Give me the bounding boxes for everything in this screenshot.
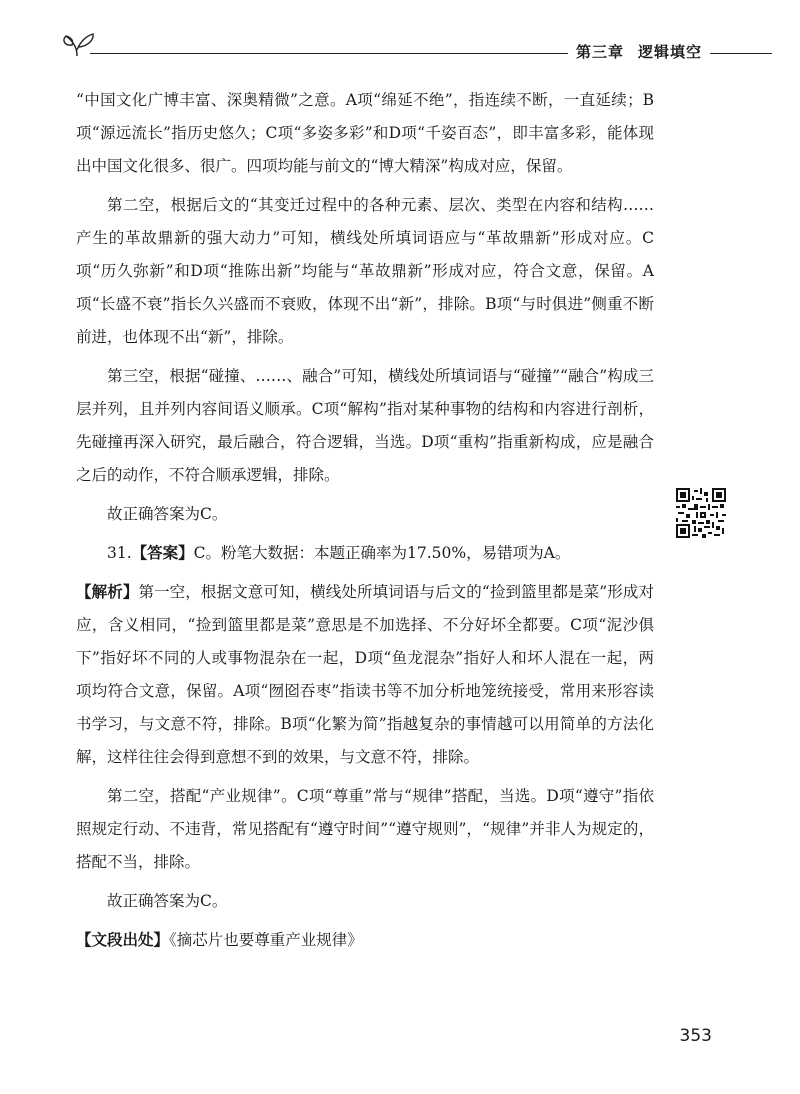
paragraph-conclusion: 故正确答案为C。 [107,505,228,523]
q31-analysis [76,576,654,774]
answer-tag: 【答案】 [131,544,194,562]
q31-conclusion: 故正确答案为C。 [107,892,228,910]
chapter-number: 第三章 [575,43,624,61]
chapter-title: 逻辑填空 [637,43,702,61]
q31-source [76,924,654,957]
paragraph-third-blank: 第三空，根据“碰撞、……、融合”可知，横线处所填词语与“碰撞”“融合”构成三层并列，且并列内容间语义顺承。C项“解构”指对某种事物的结构和内容进行剖析，先碰撞再深入研究，最后融合，符合逻辑，当选。D项“重构”指重新构成，应是融合之后的动作，不符合顺承逻辑，排除。 [76,367,654,484]
source-tag: 【文段出处】 [76,931,170,949]
paragraph-continuation: “中国文化广博丰富、深奥精微”之意。A项“绵延不绝”，指连续不断，一直延续；B项“源远流长”指历史悠久；C项“多姿多彩”和D项“千姿百态”，即丰富多彩，能体现出中国文化很多、很广。四项均能与前文的“博大精深”构成对应，保留。 [76,91,654,175]
answer-text: C。粉笔大数据：本题正确率为17.50%，易错项为A。 [193,544,571,562]
analysis-text: 第一空，根据文意可知，横线处所填词语与后文的“捡到篮里都是菜”形成对应，含义相同，“捡到篮里都是菜”意思是不加选择、不分好坏全都要。C项“泥沙俱下”指好坏不同的人或事物混杂在一起，D项“鱼龙混杂”指好人和坏人混在一起，两项均符合文意，保留。A项“囫囵吞枣”指读书等不加分析地笼统接受，常用来形容读书学习，与文意不符，排除。B项“化繁为简”指越复杂的事情越可以用简单的方法化解，这样往往会得到意想不到的效果，与文意不符，排除。 [76,583,654,766]
page-number: 353 [679,1026,712,1046]
q31-number: 31. [107,544,132,562]
analysis-tag: 【解析】 [76,583,139,601]
page-content [76,84,654,963]
qr-code-icon[interactable] [676,488,726,538]
page-header [60,28,772,68]
paragraph-second-blank: 第二空，根据后文的“其变迁过程中的各种元素、层次、类型在内容和结构……产生的革故鼎新的强大动力”可知，横线处所填词语应与“革故鼎新”形成对应。C项“历久弥新”和D项“推陈出新”均能与“革故鼎新”形成对应，符合文意，保留。A项“长盛不衰”指长久兴盛而不衰败，体现不出“新”，排除。B项“与时俱进”侧重不断前进，也体现不出“新”，排除。 [76,196,654,346]
q31-second-blank: 第二空，搭配“产业规律”。C项“尊重”常与“规律”搭配，当选。D项“遵守”指依照规定行动、不违背，常见搭配有“遵守时间”“遵守规则”，“规律”并非人为规定的，搭配不当，排除。 [76,787,654,871]
source-text: 《摘芯片也要尊重产业规律》 [169,931,363,949]
q31-answer [76,537,654,570]
chapter-heading [568,41,710,62]
